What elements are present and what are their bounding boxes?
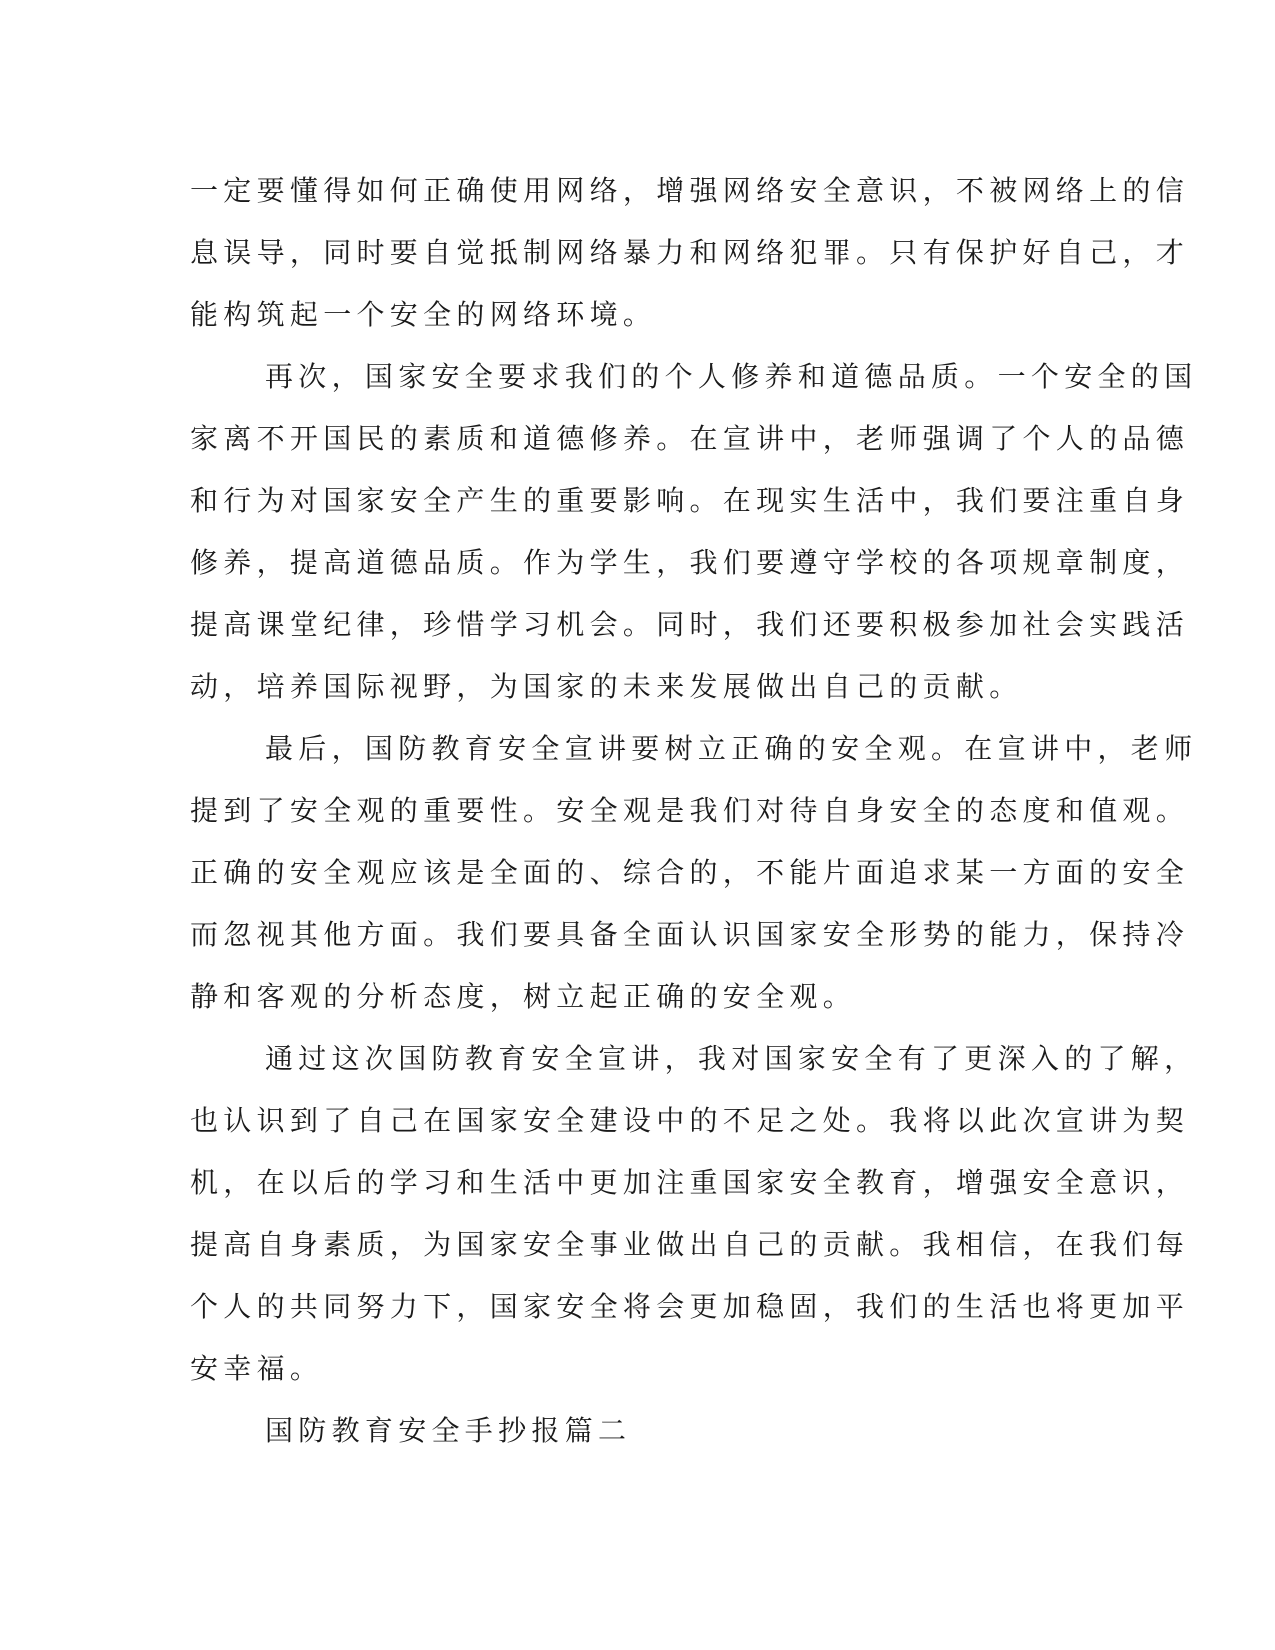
text-line: 通过这次国防教育安全宣讲，我对国家安全有了更深入的了解， [265,1042,1198,1075]
text-line: 正确的安全观应该是全面的、综合的，不能片面追求某一方面的安全 [190,856,1190,889]
text-line: 机，在以后的学习和生活中更加注重国家安全教育，增强安全意识， [190,1166,1190,1199]
text-line: 再次，国家安全要求我们的个人修养和道德品质。一个安全的国 [265,360,1198,393]
paragraph-2 [190,346,1198,718]
text-line: 家离不开国民的素质和道德修养。在宣讲中，老师强调了个人的品德 [190,422,1190,455]
text-line: 息误导，同时要自觉抵制网络暴力和网络犯罪。只有保护好自己，才 [190,236,1190,269]
text-line: 最后，国防教育安全宣讲要树立正确的安全观。在宣讲中，老师 [265,732,1198,765]
text-line: 能构筑起一个安全的网络环境。 [190,298,657,331]
text-line: 提到了安全观的重要性。安全观是我们对待自身安全的态度和值观。 [190,794,1190,827]
text-line: 安幸福。 [190,1352,324,1385]
text-line: 也认识到了自己在国家安全建设中的不足之处。我将以此次宣讲为契 [190,1104,1190,1137]
text-line: 个人的共同努力下，国家安全将会更加稳固，我们的生活也将更加平 [190,1290,1190,1323]
document-body [190,160,1198,1462]
paragraph-1 [190,160,1190,346]
text-line: 而忽视其他方面。我们要具备全面认识国家安全形势的能力，保持冷 [190,918,1190,951]
text-line: 提高课堂纪律，珍惜学习机会。同时，我们还要积极参加社会实践活 [190,608,1190,641]
text-line: 和行为对国家安全产生的重要影响。在现实生活中，我们要注重自身 [190,484,1190,517]
text-line: 修养，提高道德品质。作为学生，我们要遵守学校的各项规章制度， [190,546,1190,579]
text-line: 提高自身素质，为国家安全事业做出自己的贡献。我相信，在我们每 [190,1228,1190,1261]
paragraph-4 [190,1028,1198,1400]
text-line: 国防教育安全手抄报篇二 [265,1414,632,1447]
paragraph-3 [190,718,1198,1028]
text-line: 一定要懂得如何正确使用网络，增强网络安全意识，不被网络上的信 [190,174,1190,207]
text-line: 静和客观的分析态度，树立起正确的安全观。 [190,980,857,1013]
text-line: 动，培养国际视野，为国家的未来发展做出自己的贡献。 [190,670,1023,703]
section-heading [190,1400,1090,1462]
